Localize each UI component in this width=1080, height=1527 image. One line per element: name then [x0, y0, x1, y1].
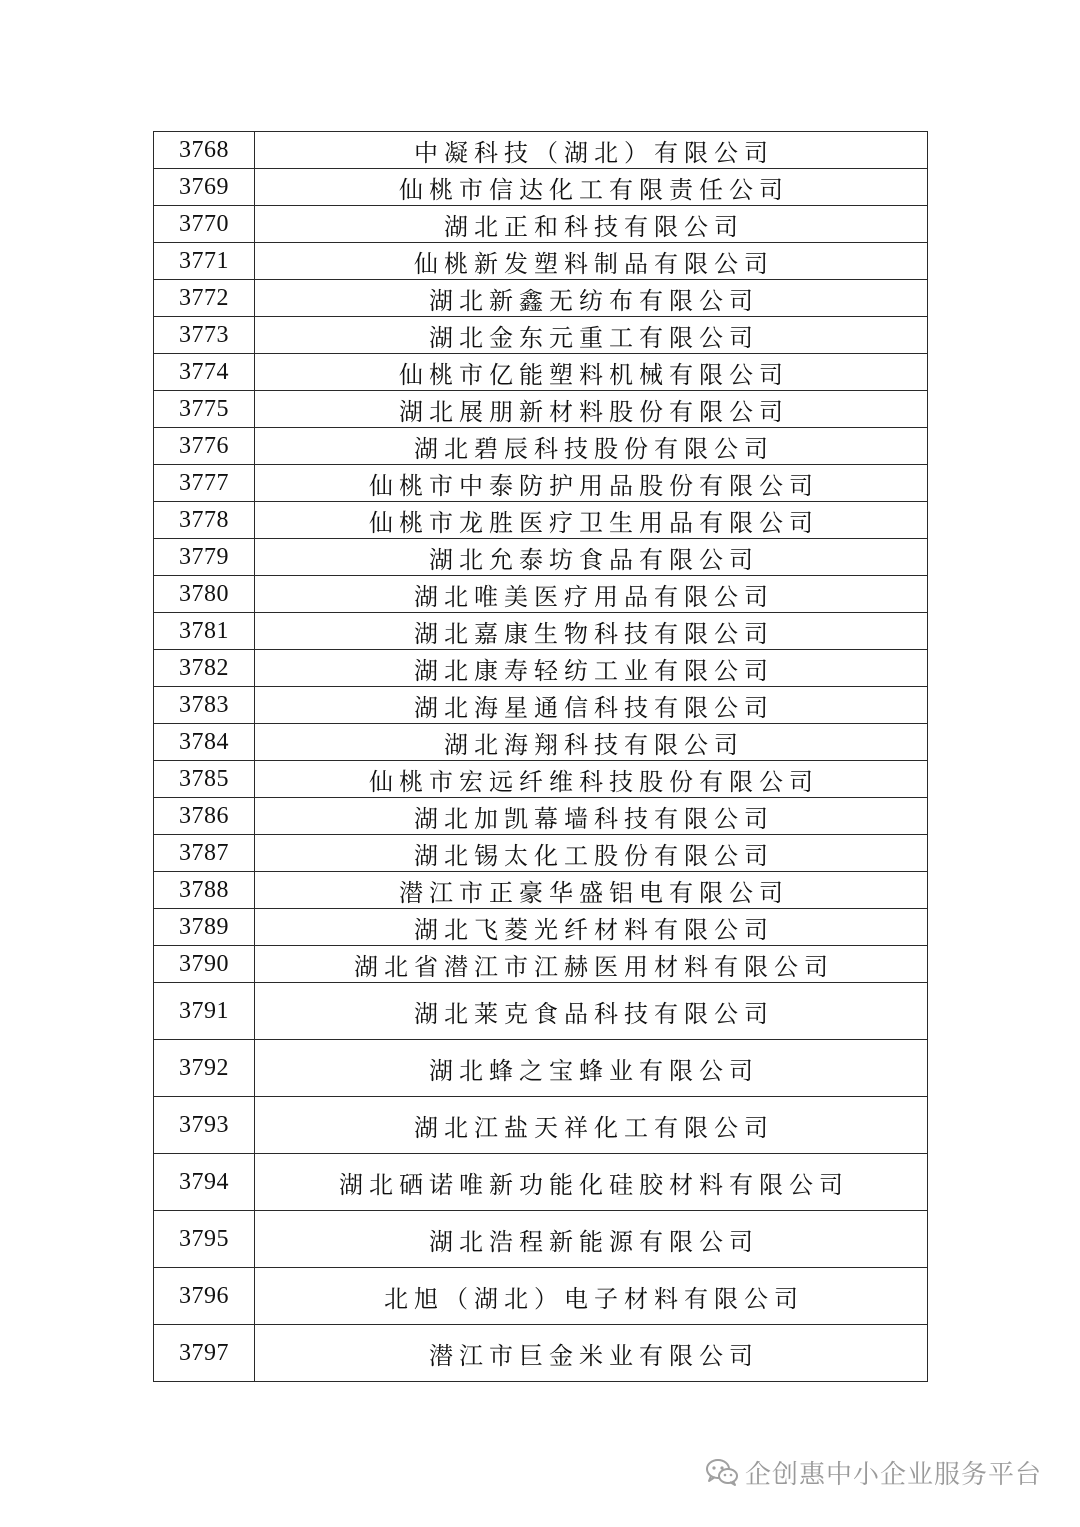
table-row — [154, 169, 928, 206]
company-name-cell: 中凝科技（湖北）有限公司 — [255, 132, 928, 169]
watermark-text: 企创惠中小企业服务平台 — [744, 1459, 1042, 1490]
row-number-cell: 3792 — [154, 1040, 255, 1097]
row-number-cell: 3788 — [154, 872, 255, 909]
company-name-cell: 仙桃市龙胜医疗卫生用品有限公司 — [255, 502, 928, 539]
row-number-cell: 3783 — [154, 687, 255, 724]
company-name-cell: 湖北展朋新材料股份有限公司 — [255, 391, 928, 428]
company-name-cell: 湖北海星通信科技有限公司 — [255, 687, 928, 724]
table-row — [154, 280, 928, 317]
company-name-cell: 仙桃市亿能塑料机械有限公司 — [255, 354, 928, 391]
company-name-cell: 湖北莱克食品科技有限公司 — [255, 983, 928, 1040]
company-name-cell: 潜江市巨金米业有限公司 — [255, 1325, 928, 1382]
row-number-cell: 3768 — [154, 132, 255, 169]
company-name-cell: 湖北硒诺唯新功能化硅胶材料有限公司 — [255, 1154, 928, 1211]
row-number-cell: 3791 — [154, 983, 255, 1040]
table-row — [154, 1154, 928, 1211]
row-number-cell: 3775 — [154, 391, 255, 428]
table-row — [154, 798, 928, 835]
company-name-cell: 湖北蜂之宝蜂业有限公司 — [255, 1040, 928, 1097]
table-row — [154, 539, 928, 576]
table-row — [154, 502, 928, 539]
company-list-table — [153, 131, 928, 1382]
row-number-cell: 3780 — [154, 576, 255, 613]
company-name-cell: 湖北锡太化工股份有限公司 — [255, 835, 928, 872]
row-number-cell: 3771 — [154, 243, 255, 280]
table-row — [154, 465, 928, 502]
row-number-cell: 3769 — [154, 169, 255, 206]
table-row — [154, 132, 928, 169]
table-row — [154, 1268, 928, 1325]
company-name-cell: 湖北海翔科技有限公司 — [255, 724, 928, 761]
row-number-cell: 3797 — [154, 1325, 255, 1382]
table-row — [154, 613, 928, 650]
wechat-icon — [705, 1457, 739, 1487]
row-number-cell: 3795 — [154, 1211, 255, 1268]
table-row — [154, 428, 928, 465]
company-name-cell: 湖北允泰坊食品有限公司 — [255, 539, 928, 576]
table-row — [154, 391, 928, 428]
company-name-cell: 湖北新鑫无纺布有限公司 — [255, 280, 928, 317]
company-name-cell: 湖北飞菱光纤材料有限公司 — [255, 909, 928, 946]
table-row — [154, 576, 928, 613]
row-number-cell: 3781 — [154, 613, 255, 650]
row-number-cell: 3785 — [154, 761, 255, 798]
company-name-cell: 北旭（湖北）电子材料有限公司 — [255, 1268, 928, 1325]
company-name-cell: 湖北金东元重工有限公司 — [255, 317, 928, 354]
table-row — [154, 872, 928, 909]
table-row — [154, 835, 928, 872]
company-name-cell: 湖北浩程新能源有限公司 — [255, 1211, 928, 1268]
table-row — [154, 1325, 928, 1382]
row-number-cell: 3770 — [154, 206, 255, 243]
row-number-cell: 3782 — [154, 650, 255, 687]
company-name-cell: 仙桃新发塑料制品有限公司 — [255, 243, 928, 280]
company-name-cell: 湖北碧辰科技股份有限公司 — [255, 428, 928, 465]
row-number-cell: 3793 — [154, 1097, 255, 1154]
row-number-cell: 3796 — [154, 1268, 255, 1325]
company-name-cell: 仙桃市宏远纤维科技股份有限公司 — [255, 761, 928, 798]
table-row — [154, 317, 928, 354]
company-name-cell: 湖北省潜江市江赫医用材料有限公司 — [255, 946, 928, 983]
row-number-cell: 3773 — [154, 317, 255, 354]
table-row — [154, 946, 928, 983]
company-name-cell: 湖北嘉康生物科技有限公司 — [255, 613, 928, 650]
row-number-cell: 3786 — [154, 798, 255, 835]
table-row — [154, 909, 928, 946]
table-body — [154, 132, 928, 1382]
row-number-cell: 3789 — [154, 909, 255, 946]
row-number-cell: 3772 — [154, 280, 255, 317]
row-number-cell: 3790 — [154, 946, 255, 983]
company-name-cell: 湖北康寿轻纺工业有限公司 — [255, 650, 928, 687]
row-number-cell: 3776 — [154, 428, 255, 465]
watermark — [705, 1452, 1042, 1492]
table-row — [154, 1040, 928, 1097]
table-row — [154, 983, 928, 1040]
table-row — [154, 243, 928, 280]
table-row — [154, 1097, 928, 1154]
company-name-cell: 湖北正和科技有限公司 — [255, 206, 928, 243]
table-row — [154, 206, 928, 243]
row-number-cell: 3784 — [154, 724, 255, 761]
table-row — [154, 650, 928, 687]
company-name-cell: 湖北唯美医疗用品有限公司 — [255, 576, 928, 613]
company-name-cell: 潜江市正豪华盛铝电有限公司 — [255, 872, 928, 909]
row-number-cell: 3777 — [154, 465, 255, 502]
company-name-cell: 湖北加凯幕墙科技有限公司 — [255, 798, 928, 835]
row-number-cell: 3774 — [154, 354, 255, 391]
company-name-cell: 仙桃市信达化工有限责任公司 — [255, 169, 928, 206]
row-number-cell: 3787 — [154, 835, 255, 872]
table-row — [154, 354, 928, 391]
row-number-cell: 3778 — [154, 502, 255, 539]
row-number-cell: 3794 — [154, 1154, 255, 1211]
company-name-cell: 仙桃市中泰防护用品股份有限公司 — [255, 465, 928, 502]
table-row — [154, 724, 928, 761]
table-row — [154, 687, 928, 724]
table-row — [154, 1211, 928, 1268]
row-number-cell: 3779 — [154, 539, 255, 576]
table-row — [154, 761, 928, 798]
company-name-cell: 湖北江盐天祥化工有限公司 — [255, 1097, 928, 1154]
